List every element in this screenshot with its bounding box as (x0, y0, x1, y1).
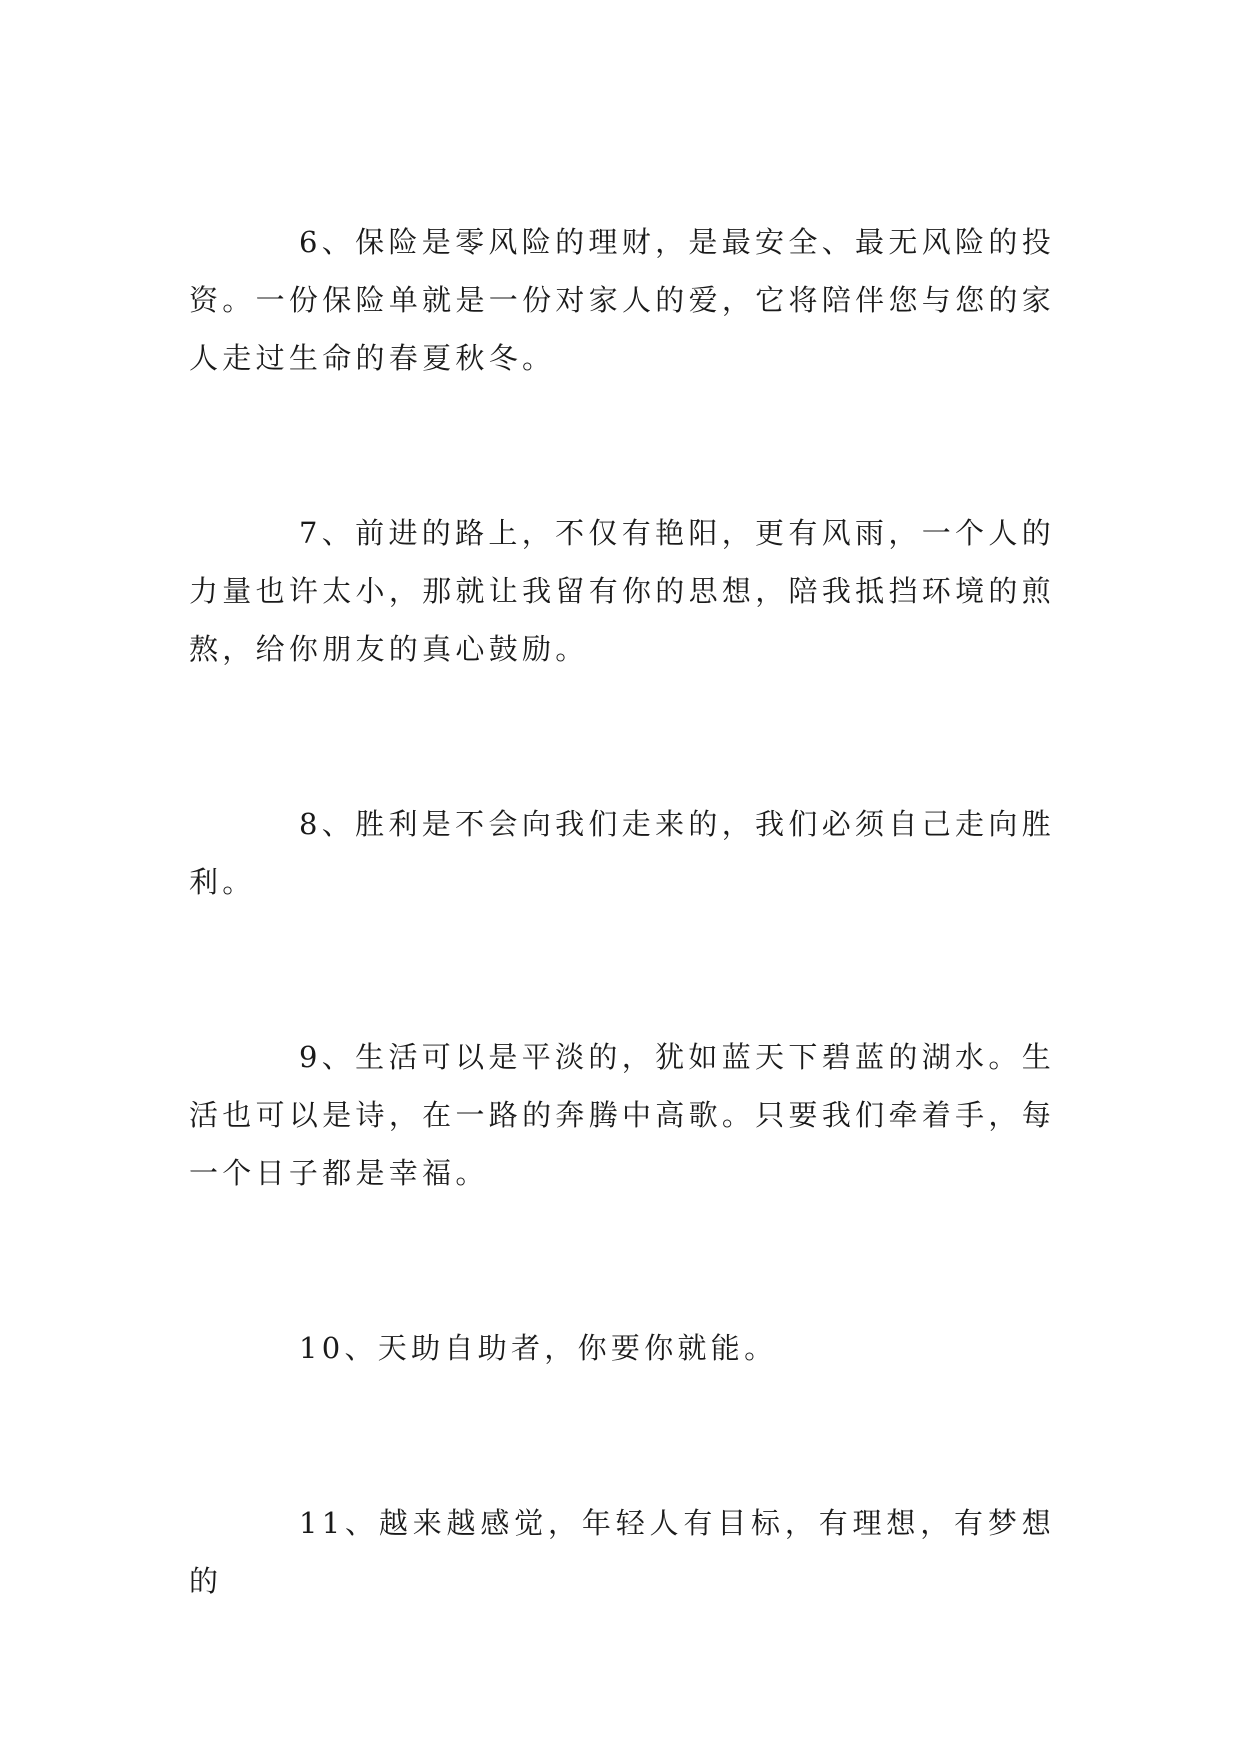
paragraph-6: 6、保险是零风险的理财，是最安全、最无风险的投资。一份保险单就是一份对家人的爱，它将陪伴您与您的家人走过生命的春夏秋冬。 (189, 225, 1055, 375)
paragraph-9: 9、生活可以是平淡的，犹如蓝天下碧蓝的湖水。生活也可以是诗，在一路的奔腾中高歌。只要我们牵着手，每一个日子都是幸福。 (189, 1040, 1055, 1190)
paragraph-10: 10、天助自助者，你要你就能。 (299, 1331, 778, 1365)
paragraph-7: 7、前进的路上，不仅有艳阳，更有风雨，一个人的力量也许太小，那就让我留有你的思想，陪我抵挡环境的煎熬，给你朋友的真心鼓励。 (189, 516, 1055, 666)
paragraph-11: 11、越来越感觉，年轻人有目标，有理想，有梦想的 (189, 1506, 1055, 1598)
paragraph-8: 8、胜利是不会向我们走来的，我们必须自己走向胜利。 (189, 807, 1055, 899)
